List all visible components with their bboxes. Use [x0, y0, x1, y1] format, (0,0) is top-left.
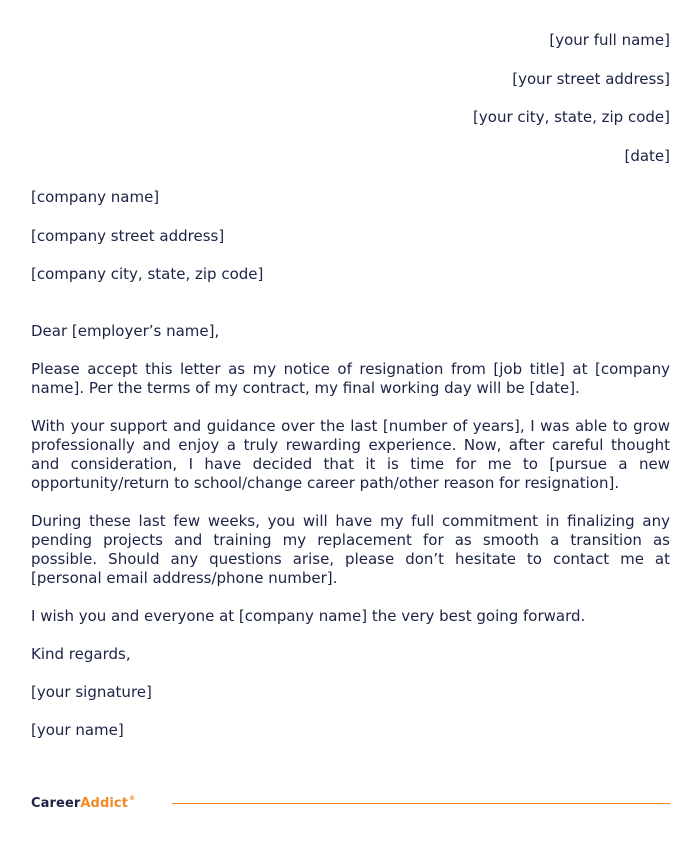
paragraph-gratitude: With your support and guidance over the last [number of years], I was able to grow professionally and enjoy a truly rewarding experience. Now, after careful thought and consideration, I have decided that it is time for me to [pursue a new opportunity/return to school/change career path/other reason for resignation].	[31, 417, 670, 492]
paragraph-transition: During these last few weeks, you will have my full commitment in finalizing any pending projects and training my replacement for as smooth a transition as possible. Should any questions arise, please don’t hesitate to contact me at [personal email address/phone number].	[31, 512, 670, 587]
letter-body	[31, 322, 670, 759]
careeraddict-logo	[31, 796, 135, 811]
signature: [your signature]	[31, 683, 152, 701]
salutation: Dear [employer’s name],	[31, 322, 220, 340]
paragraph-wishes: I wish you and everyone at [company name] the very best going forward.	[31, 607, 586, 625]
recipient-street-address: [company street address]	[31, 226, 225, 245]
registered-mark-icon: ®	[129, 795, 136, 802]
closing: Kind regards,	[31, 645, 131, 663]
recipient-city-state-zip: [company city, state, zip code]	[31, 265, 264, 283]
footer-divider	[172, 803, 670, 804]
signer-name: [your name]	[31, 721, 124, 739]
sender-street-address: [your street address]	[512, 69, 670, 88]
letter-date: [date]	[624, 146, 670, 165]
sender-full-name: [your full name]	[549, 31, 670, 49]
logo-text-addict: Addict	[80, 796, 129, 811]
logo-text-career: Career	[31, 796, 81, 811]
sender-address-block	[270, 30, 670, 184]
sender-city-state-zip: [your city, state, zip code]	[473, 108, 670, 126]
recipient-company-name: [company name]	[31, 188, 160, 206]
paragraph-notice: Please accept this letter as my notice of resignation from [job title] at [company name]. Per the terms of my contract, my final working day will be [date].	[31, 360, 670, 397]
recipient-address-block	[31, 187, 531, 303]
